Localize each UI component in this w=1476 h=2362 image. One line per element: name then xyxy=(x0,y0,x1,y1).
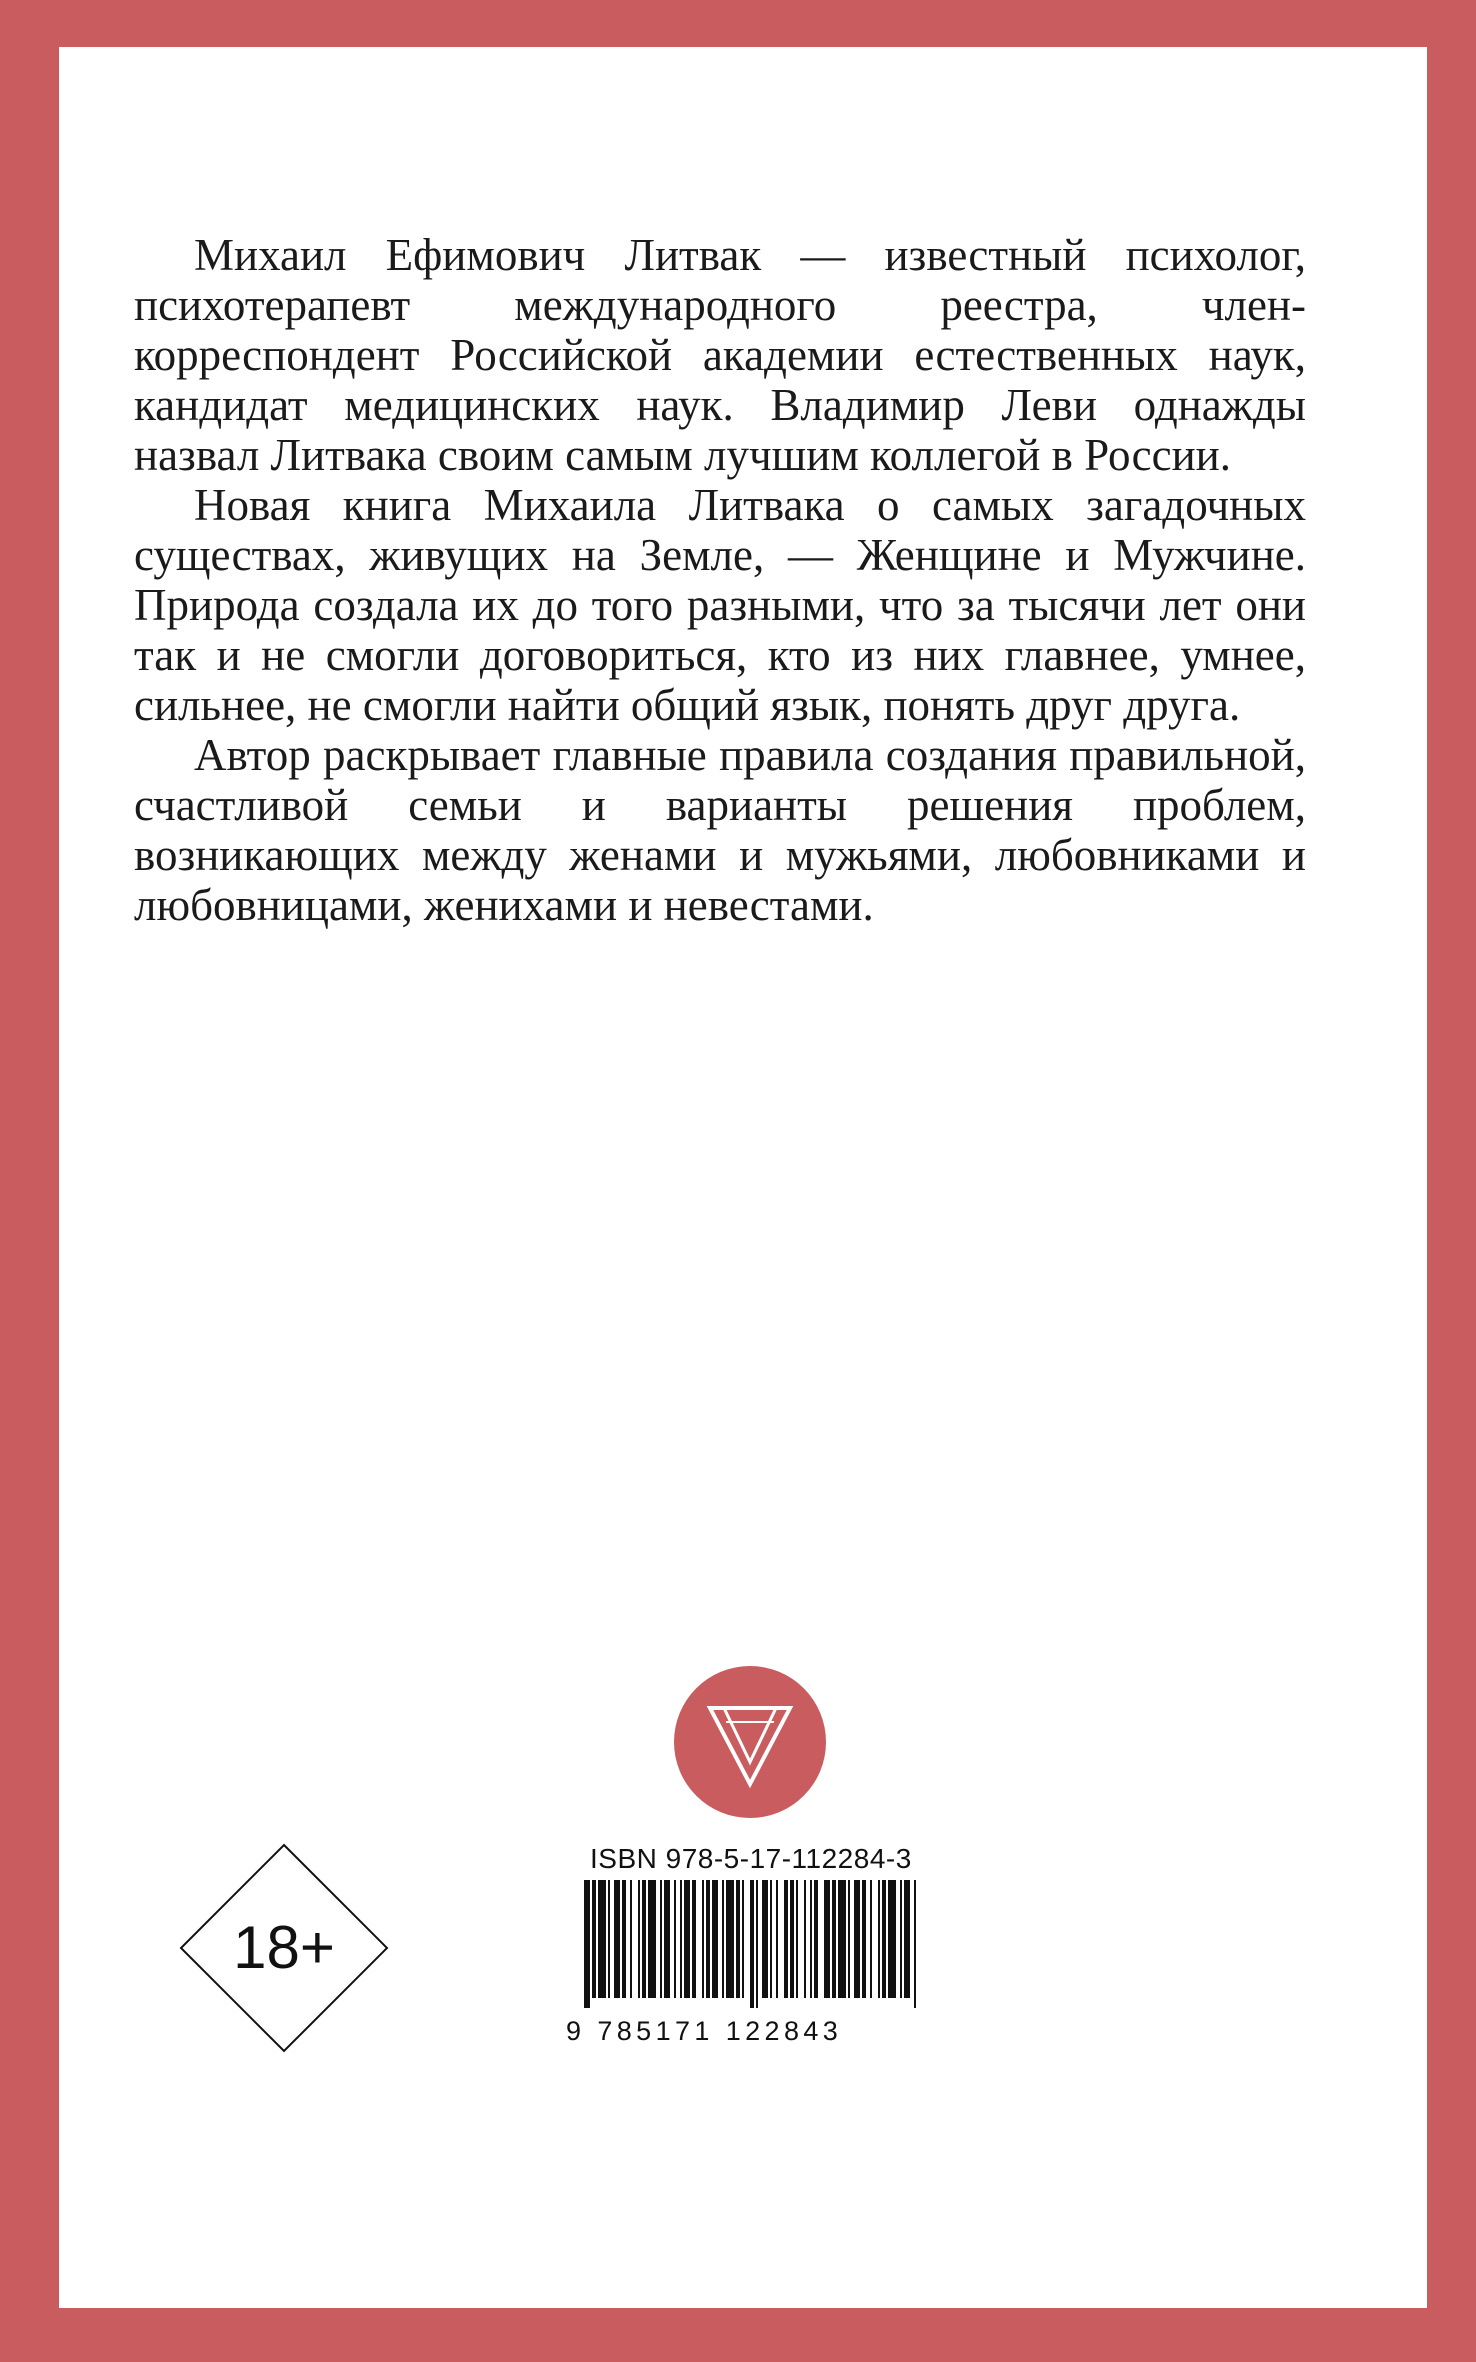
barcode-bar xyxy=(804,1880,806,1998)
barcode-bar xyxy=(638,1880,640,1998)
annotation-paragraph-content: Автор раскрывает главные правила создания правильной, счастливой семьи и варианты решения проблем, возникающих между женами и мужьями, любовниками и любовницами, женихами и невестами. xyxy=(134,730,1306,930)
barcode-bar xyxy=(770,1880,772,1998)
barcode-bar xyxy=(904,1880,910,1998)
barcode-bar xyxy=(642,1880,646,1998)
annotation-paragraph-author: Михаил Ефимович Литвак — известный психолог, психотерапевт международного реестра, член-корреспондент Российской академии естественных наук, кандидат медицинских наук. Владимир Леви однажды назвал Литвака своим самым лучшим коллегой в России. xyxy=(134,230,1306,480)
barcode-bar xyxy=(870,1880,872,1998)
barcode-bar xyxy=(796,1880,798,1998)
barcode-bar xyxy=(660,1880,662,1998)
barcode-digits: 9 785171 122843 xyxy=(566,2016,843,2046)
barcode-bar xyxy=(854,1880,860,1998)
barcode-bar xyxy=(750,1880,754,2008)
barcode-bar xyxy=(592,1880,596,1998)
barcode-bar xyxy=(838,1880,846,1998)
barcode-bar xyxy=(722,1880,724,1998)
barcode-bar xyxy=(630,1880,632,1998)
barcode-bar xyxy=(784,1880,788,1998)
barcode-bar xyxy=(664,1880,670,1998)
age-rating-badge xyxy=(179,1843,389,2053)
barcode-bar xyxy=(878,1880,880,1998)
barcode-bar xyxy=(888,1880,896,1998)
barcode-bar xyxy=(584,1880,590,2008)
barcode-bar xyxy=(914,1880,916,2008)
barcode-bar xyxy=(706,1880,710,1998)
barcode-bar xyxy=(736,1880,740,1998)
age-rating-text: 18+ xyxy=(233,1914,335,1981)
isbn-barcode xyxy=(580,1880,924,2010)
barcode-bar xyxy=(674,1880,676,1998)
barcode-bar xyxy=(790,1880,794,1998)
book-annotation xyxy=(134,230,1306,930)
barcode-bar xyxy=(712,1880,718,1998)
barcode-bar xyxy=(622,1880,626,1998)
barcode-bar xyxy=(692,1880,696,1998)
barcode-bar xyxy=(648,1880,656,1998)
barcode-bar xyxy=(726,1880,734,1998)
annotation-paragraph-book: Новая книга Михаила Литвака о самых загадочных существах, живущих на Земле, — Женщине и Мужчине. Природа создала их до того разными, что за тысячи лет они так и не смогли договориться, кто из них главнее, умнее, сильнее, не смогли найти общий язык, понять друг друга. xyxy=(134,480,1306,730)
barcode-bar xyxy=(810,1880,812,1998)
barcode-bar xyxy=(824,1880,830,1998)
barcode-bar xyxy=(882,1880,886,1998)
barcode-bar xyxy=(776,1880,778,1998)
barcode-bar xyxy=(832,1880,836,1998)
barcode-bar xyxy=(614,1880,620,1998)
barcode-bar xyxy=(598,1880,606,1998)
barcode-bar xyxy=(762,1880,768,1998)
barcode-bar xyxy=(742,1880,744,1998)
barcode-bar xyxy=(680,1880,682,1998)
barcode-bar xyxy=(608,1880,610,1998)
barcode-bar xyxy=(900,1880,902,1998)
barcode-bar xyxy=(684,1880,690,1998)
barcode-bar xyxy=(702,1880,704,1998)
barcode-bar xyxy=(814,1880,818,1998)
barcode-bar xyxy=(862,1880,866,1998)
isbn-label: ISBN 978-5-17-112284-3 xyxy=(590,1843,912,1874)
barcode-bar xyxy=(756,1880,758,2008)
publisher-logo-icon xyxy=(674,1666,826,1818)
barcode-bar xyxy=(848,1880,850,1998)
